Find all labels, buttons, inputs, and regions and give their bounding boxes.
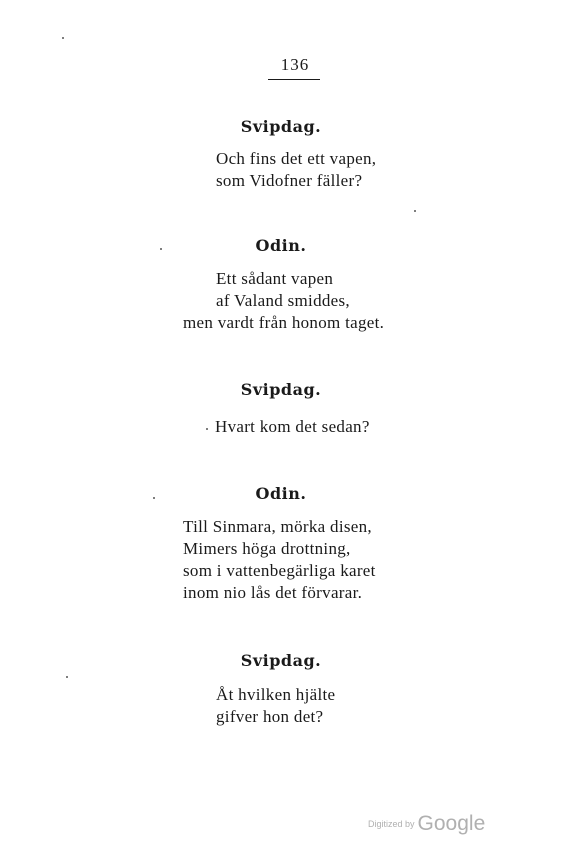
verse-block [216, 268, 350, 312]
speaker-heading-odin: Odin. [255, 484, 307, 503]
scan-speck [66, 676, 68, 678]
verse-line: men vardt från honom taget. [183, 313, 385, 332]
verse-block [183, 312, 384, 334]
verse-block [216, 148, 376, 192]
verse-line: Åt hvilken hjälte [216, 685, 336, 704]
speaker-heading-odin: Odin. [255, 236, 307, 255]
verse-block [215, 416, 370, 438]
verse-line: inom nio lås det förvarar. [183, 583, 363, 602]
page-number: 136 [280, 55, 310, 74]
verse-line: gifver hon det? [216, 707, 324, 726]
verse-line: af Valand smiddes, [216, 291, 350, 310]
digitized-by-google-watermark [368, 812, 485, 836]
page-number-rule [268, 79, 320, 80]
verse-line: Hvart kom det sedan? [215, 417, 370, 436]
verse-line: som Vidofner fäller? [216, 171, 363, 190]
verse-line: Ett sådant vapen [216, 269, 334, 288]
google-wordmark: Google [417, 812, 486, 835]
verse-line: Mimers höga drottning, [183, 539, 351, 558]
verse-block [216, 684, 335, 728]
verse-line: Till Sinmara, mörka disen, [183, 517, 372, 536]
verse-line: Och fins det ett vapen, [216, 149, 377, 168]
scan-speck [153, 497, 155, 499]
scan-speck [160, 248, 162, 250]
scan-speck [414, 210, 416, 212]
verse-line: som i vattenbegärliga karet [183, 561, 376, 580]
digitized-label: Digitized by [368, 819, 415, 829]
scan-speck [206, 428, 208, 430]
speaker-heading-svipdag: Svipdag. [240, 380, 322, 399]
speaker-heading-svipdag: Svipdag. [240, 651, 322, 670]
scan-speck [62, 37, 64, 39]
verse-block [183, 516, 376, 604]
speaker-heading-svipdag: Svipdag. [240, 117, 322, 136]
